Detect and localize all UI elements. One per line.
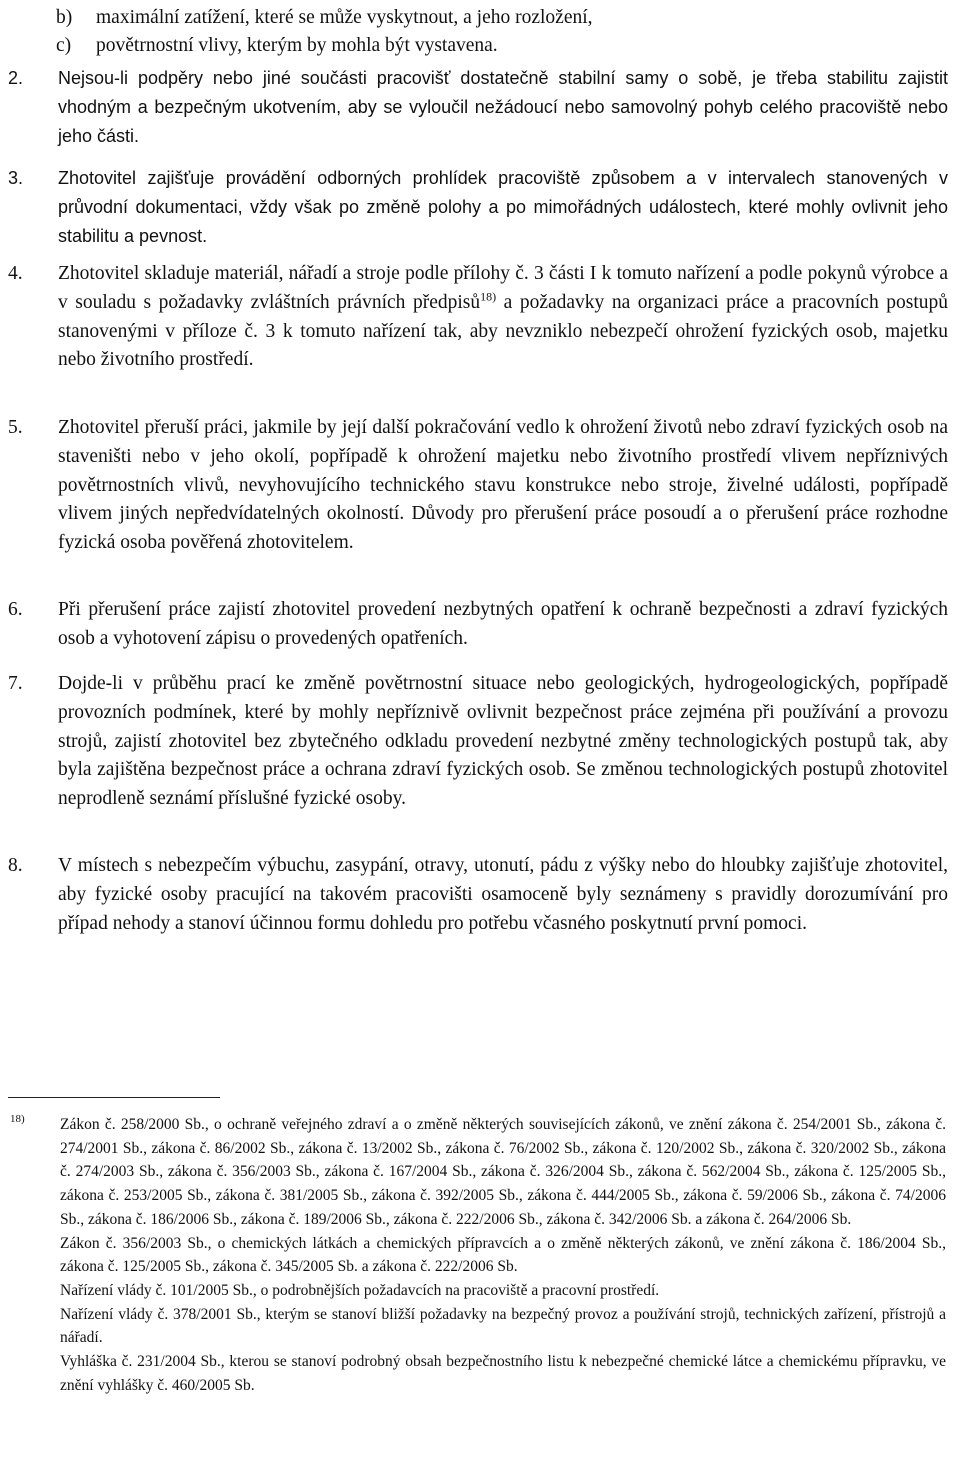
paragraph-6 bbox=[8, 596, 948, 654]
paragraph-8 bbox=[8, 852, 948, 938]
paragraph-number: 8. bbox=[8, 855, 23, 876]
paragraph-text: Nejsou-li podpěry nebo jiné součásti pracovišť dostatečně stabilní samy o sobě, je třeba stabilitu zajistit vhodným a bezpečným ukotvením, aby se vyloučil nežádoucí nebo samovolný pohyb celého pracoviště nebo jeho části. bbox=[58, 68, 948, 146]
paragraph-number: 7. bbox=[8, 673, 23, 694]
paragraph-text-part: Zhotovitel skladuje materiál, nářadí a stroje podle přílohy č. 3 části I k tomuto nařízení a podle pokynů výrobce a v souladu s požadavky zvláštních právních předpisů bbox=[58, 263, 948, 313]
footnote-entry: Nařízení vlády č. 378/2001 Sb., kterým se stanoví bližší požadavky na bezpečný provoz a používání strojů, technických zařízení, přístrojů a nářadí. bbox=[60, 1305, 946, 1347]
paragraph-number: 3. bbox=[8, 168, 24, 188]
sub-item-c bbox=[56, 32, 936, 60]
paragraph-5 bbox=[8, 414, 948, 558]
paragraph-text: Při přerušení práce zajistí zhotovitel provedení nezbytných opatření k ochraně bezpečnosti a zdraví fyzických osob a vyhotovení zápisu o provedených opatřeních. bbox=[58, 599, 948, 649]
paragraph-number: 4. bbox=[8, 263, 23, 284]
footnote-entry: Zákon č. 356/2003 Sb., o chemických látkách a chemických přípravcích a o změně některých zákonů, ve znění zákona č. 186/2004 Sb., zákona č. 125/2005 Sb., zákona č. 345/2005 Sb. a zákona č. 222/2006 Sb. bbox=[60, 1234, 946, 1276]
footnote-separator bbox=[8, 1097, 220, 1098]
footnote-entry: Nařízení vlády č. 101/2005 Sb., o podrobnějších požadavcích na pracoviště a pracovní prostředí. bbox=[60, 1281, 660, 1299]
paragraph-text-part: a požadavky na organizaci práce a pracovních postupů stanovenými v příloze č. 3 k tomuto nařízení tak, aby nevzniklo nebezpečí ohrožení fyzických osob, majetku nebo životního prostředí. bbox=[58, 291, 948, 371]
paragraph-text: Zhotovitel přeruší práci, jakmile by její další pokračování vedlo k ohrožení životů nebo zdraví fyzických osob na staveništi nebo v jeho okolí, popřípadě k ohrožení majetku nebo životního prostředí vlivem nepříznivých povětrnostních vlivů, nevyhovujícího technického stavu konstrukce nebo stroje, živelné události, popřípadě vlivem jiných nepředvídatelných okolností. Důvody pro přerušení práce posoudí a o přerušení práce rozhodne fyzická osoba pověřená zhotovitelem. bbox=[58, 417, 948, 554]
paragraph-number: 6. bbox=[8, 599, 23, 620]
footnote-entry: Zákon č. 258/2000 Sb., o ochraně veřejného zdraví a o změně některých souvisejících zákonů, ve znění zákona č. 254/2001 Sb., zákona č. 274/2001 Sb., zákona č. 86/2002 Sb., zákona č. 13/2002 Sb., zákona č. 76/2002 Sb., zákona č. 120/2002 Sb., zákona č. 320/2002 Sb., zákona č. 274/2003 Sb., zákona č. 356/2003 Sb., zákona č. 167/2004 Sb., zákona č. 326/2004 Sb., zákona č. 562/2004 Sb., zákona č. 125/2005 Sb., zákona č. 253/2005 Sb., zákona č. 381/2005 Sb., zákona č. 392/2005 Sb., zákona č. 444/2005 Sb., zákona č. 59/2006 Sb., zákona č. 74/2006 Sb., zákona č. 186/2006 Sb., zákona č. 189/2006 Sb., zákona č. 222/2006 Sb., zákona č. 342/2006 Sb. a zákona č. 264/2006 Sb. bbox=[60, 1116, 946, 1228]
paragraph-text: V místech s nebezpečím výbuchu, zasypání, otravy, utonutí, pádu z výšky nebo do hloubky zajišťuje zhotovitel, aby fyzické osoby pracující na takovém pracovišti osamoceně byly seznámeny s pravidly dorozumívání pro případ nehody a stanoví účinnou formu dohledu pro potřebu včasného poskytnutí první pomoci. bbox=[58, 855, 948, 934]
paragraph-text: Zhotovitel zajišťuje provádění odborných prohlídek pracoviště způsobem a v intervalech stanovených v průvodní dokumentaci, vždy však po změně polohy a po mimořádných událostech, které mohly ovlivnit jeho stabilitu a pevnost. bbox=[58, 168, 948, 246]
paragraph-text: Dojde-li v průběhu prací ke změně povětrnostní situace nebo geologických, hydrogeologických, popřípadě provozních podmínek, které by mohly nepříznivě ovlivnit bezpečnost práce zejména při používání a provozu strojů, zajistí zhotovitel bez zbytečného odkladu provedení nezbytné změny technologických postupů tak, aby byla zajištěna bezpečnost práce a ochrana zdraví fyzických osob. Se změnou technologických postupů zhotovitel neprodleně seznámí příslušné fyzické osoby. bbox=[58, 673, 948, 810]
sub-item-text: maximální zatížení, které se může vyskytnout, a jeho rozložení, bbox=[96, 7, 593, 28]
paragraph-number: 5. bbox=[8, 417, 23, 438]
paragraph-number: 2. bbox=[8, 68, 24, 88]
paragraph-7 bbox=[8, 670, 948, 814]
paragraph-4 bbox=[8, 260, 948, 375]
footnotes bbox=[60, 1113, 946, 1397]
paragraph-3 bbox=[8, 164, 948, 250]
sub-item-label: b) bbox=[56, 7, 73, 28]
sub-item-text: povětrnostní vlivy, kterým by mohla být vystavena. bbox=[96, 35, 498, 56]
footnote-entry: Vyhláška č. 231/2004 Sb., kterou se stanoví podrobný obsah bezpečnostního listu k nebezpečné chemické látce a chemickému přípravku, ve znění vyhlášky č. 460/2005 Sb. bbox=[60, 1353, 946, 1394]
footnote-mark: 18) bbox=[10, 1113, 25, 1125]
sub-item-b bbox=[56, 4, 936, 32]
paragraph-2 bbox=[8, 64, 948, 150]
paragraph-text bbox=[58, 260, 948, 375]
footnote-reference: 18) bbox=[480, 289, 497, 304]
sub-item-label: c) bbox=[56, 35, 72, 56]
